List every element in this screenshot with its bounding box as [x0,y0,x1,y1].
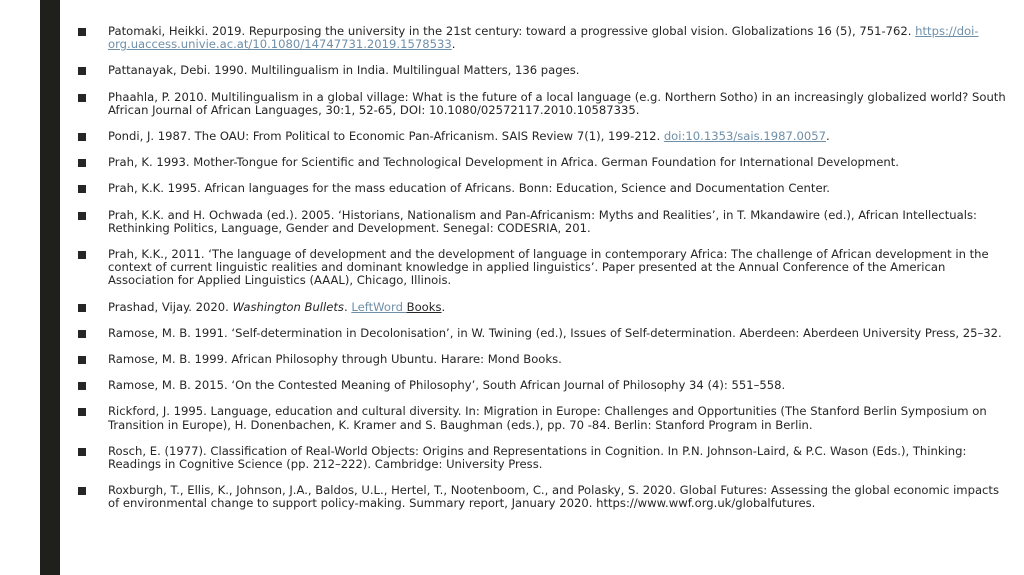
square-bullet-icon [78,94,86,102]
square-bullet-icon [78,382,86,390]
reference-text: Ramose, M. B. 1991. ‘Self-determination in Decolonisation’, in W. Twining (ed.), Issues of Self-determination. Aberdeen: Aberdeen University Press, 25–32. [108,325,1002,340]
reference-item [78,484,1008,510]
reference-item [78,405,1008,431]
square-bullet-icon [78,133,86,141]
reference-text: Pattanayak, Debi. 1990. Multilingualism in India. Multilingual Matters, 136 pages. [108,63,580,78]
square-bullet-icon [78,28,86,36]
reference-item [78,182,1008,195]
publisher-books: Books [406,299,442,314]
reference-item [78,445,1008,471]
square-bullet-icon [78,67,86,75]
reference-list [78,25,1008,524]
reference-text: Ramose, M. B. 1999. African Philosophy through Ubuntu. Harare: Mond Books. [108,352,562,367]
accent-side-bar [40,0,60,575]
reference-item [78,327,1008,340]
reference-text: Prah, K.K. 1995. African languages for the mass education of Africans. Bonn: Education, Science and Documentation Center. [108,181,830,196]
square-bullet-icon [78,159,86,167]
publisher-link[interactable]: LeftWord [351,299,407,314]
reference-text: Patomaki, Heikki. 2019. Repurposing the university in the 21st century: toward a progressive global vision. Globalizations 16 (5), 751-762. [108,24,916,38]
doi-link[interactable]: https://doi-org.uaccess.univie.ac.at/10.1080/14747731.2019.1578533 [108,24,979,52]
reference-text: Phaahla, P. 2010. Multilingualism in a global village: What is the future of a local language (e.g. Northern Sotho) in an increasingly globalized world? South African Journal of African Languages, 30:1, 52-65, DOI: 10.1080/02572117.2010.10587335. [108,89,1006,117]
reference-text: . [343,299,352,314]
reference-text: Prashad, Vijay. 2020. [108,299,233,314]
reference-text: Rosch, E. (1977). Classification of Real-World Objects: Origins and Representations in Cognition. In P.N. Johnson-Laird, & P.C. Wason (Eds.), Thinking: Readings in Cognitive Science (pp. 212–222). Cambridge: University Press. [108,443,967,472]
reference-end: . [441,299,446,314]
doi-link[interactable]: doi:10.1353/sais.1987.0057 [663,129,827,144]
reference-text: Roxburgh, T., Ellis, K., Johnson, J.A., Baldos, U.L., Hertel, T., Nootenboom, C., and Polasky, S. 2020. Global Futures: Assessing the global economic impacts of environmental change to support policy-making. Summary report, January 2020. https://www.wwf.org.uk/globalfutures. [108,483,1000,511]
reference-text: Prah, K.K. and H. Ochwada (ed.). 2005. ‘Historians, Nationalism and Pan-Africanism: Myths and Realities’, in T. Mkandawire (ed.), African Intellectuals: Rethinking Politics, Language, Gender and Development. Senegal: CODESRIA, 201. [108,207,977,235]
reference-item [78,301,1008,314]
square-bullet-icon [78,304,86,312]
reference-text: Ramose, M. B. 2015. ‘On the Contested Meaning of Philosophy’, South African Journal of Philosophy 34 (4): 551–558. [108,378,786,393]
square-bullet-icon [78,408,86,416]
reference-item [78,379,1008,392]
reference-end: . [826,129,830,144]
square-bullet-icon [78,185,86,193]
reference-item [78,64,1008,77]
square-bullet-icon [78,448,86,456]
reference-text: Pondi, J. 1987. The OAU: From Political to Economic Pan-Africanism. SAIS Review 7(1), 199-212. [108,129,664,144]
square-bullet-icon [78,330,86,338]
square-bullet-icon [78,487,86,495]
reference-item [78,25,1008,51]
reference-item [78,91,1008,117]
square-bullet-icon [78,251,86,259]
reference-item [78,353,1008,366]
reference-item [78,248,1008,288]
reference-item [78,209,1008,235]
square-bullet-icon [78,212,86,220]
reference-item [78,130,1008,143]
reference-text: Prah, K. 1993. Mother-Tongue for Scientific and Technological Development in Africa. German Foundation for International Development. [108,155,899,170]
reference-end: . [451,37,456,52]
reference-text: Prah, K.K., 2011. ‘The language of development and the development of language in contemporary Africa: The challenge of African development in the context of current linguistic realities and dominant knowledge in applied linguistics’. Paper presented at the Annual Conference of the American Association for Applied Linguistics (AAAL), Chicago, Illinois. [108,247,989,288]
reference-text: Rickford, J. 1995. Language, education and cultural diversity. In: Migration in Europe: Challenges and Opportunities (The Stanford Berlin Symposium on Transition in Europe), H. Donenbachen, K. Kramer and S. Baughman (eds.), pp. 70 -84. Berlin: Stanford Program in Berlin. [108,404,987,432]
reference-item [78,156,1008,169]
book-title: Washington Bullets [232,299,344,314]
square-bullet-icon [78,356,86,364]
